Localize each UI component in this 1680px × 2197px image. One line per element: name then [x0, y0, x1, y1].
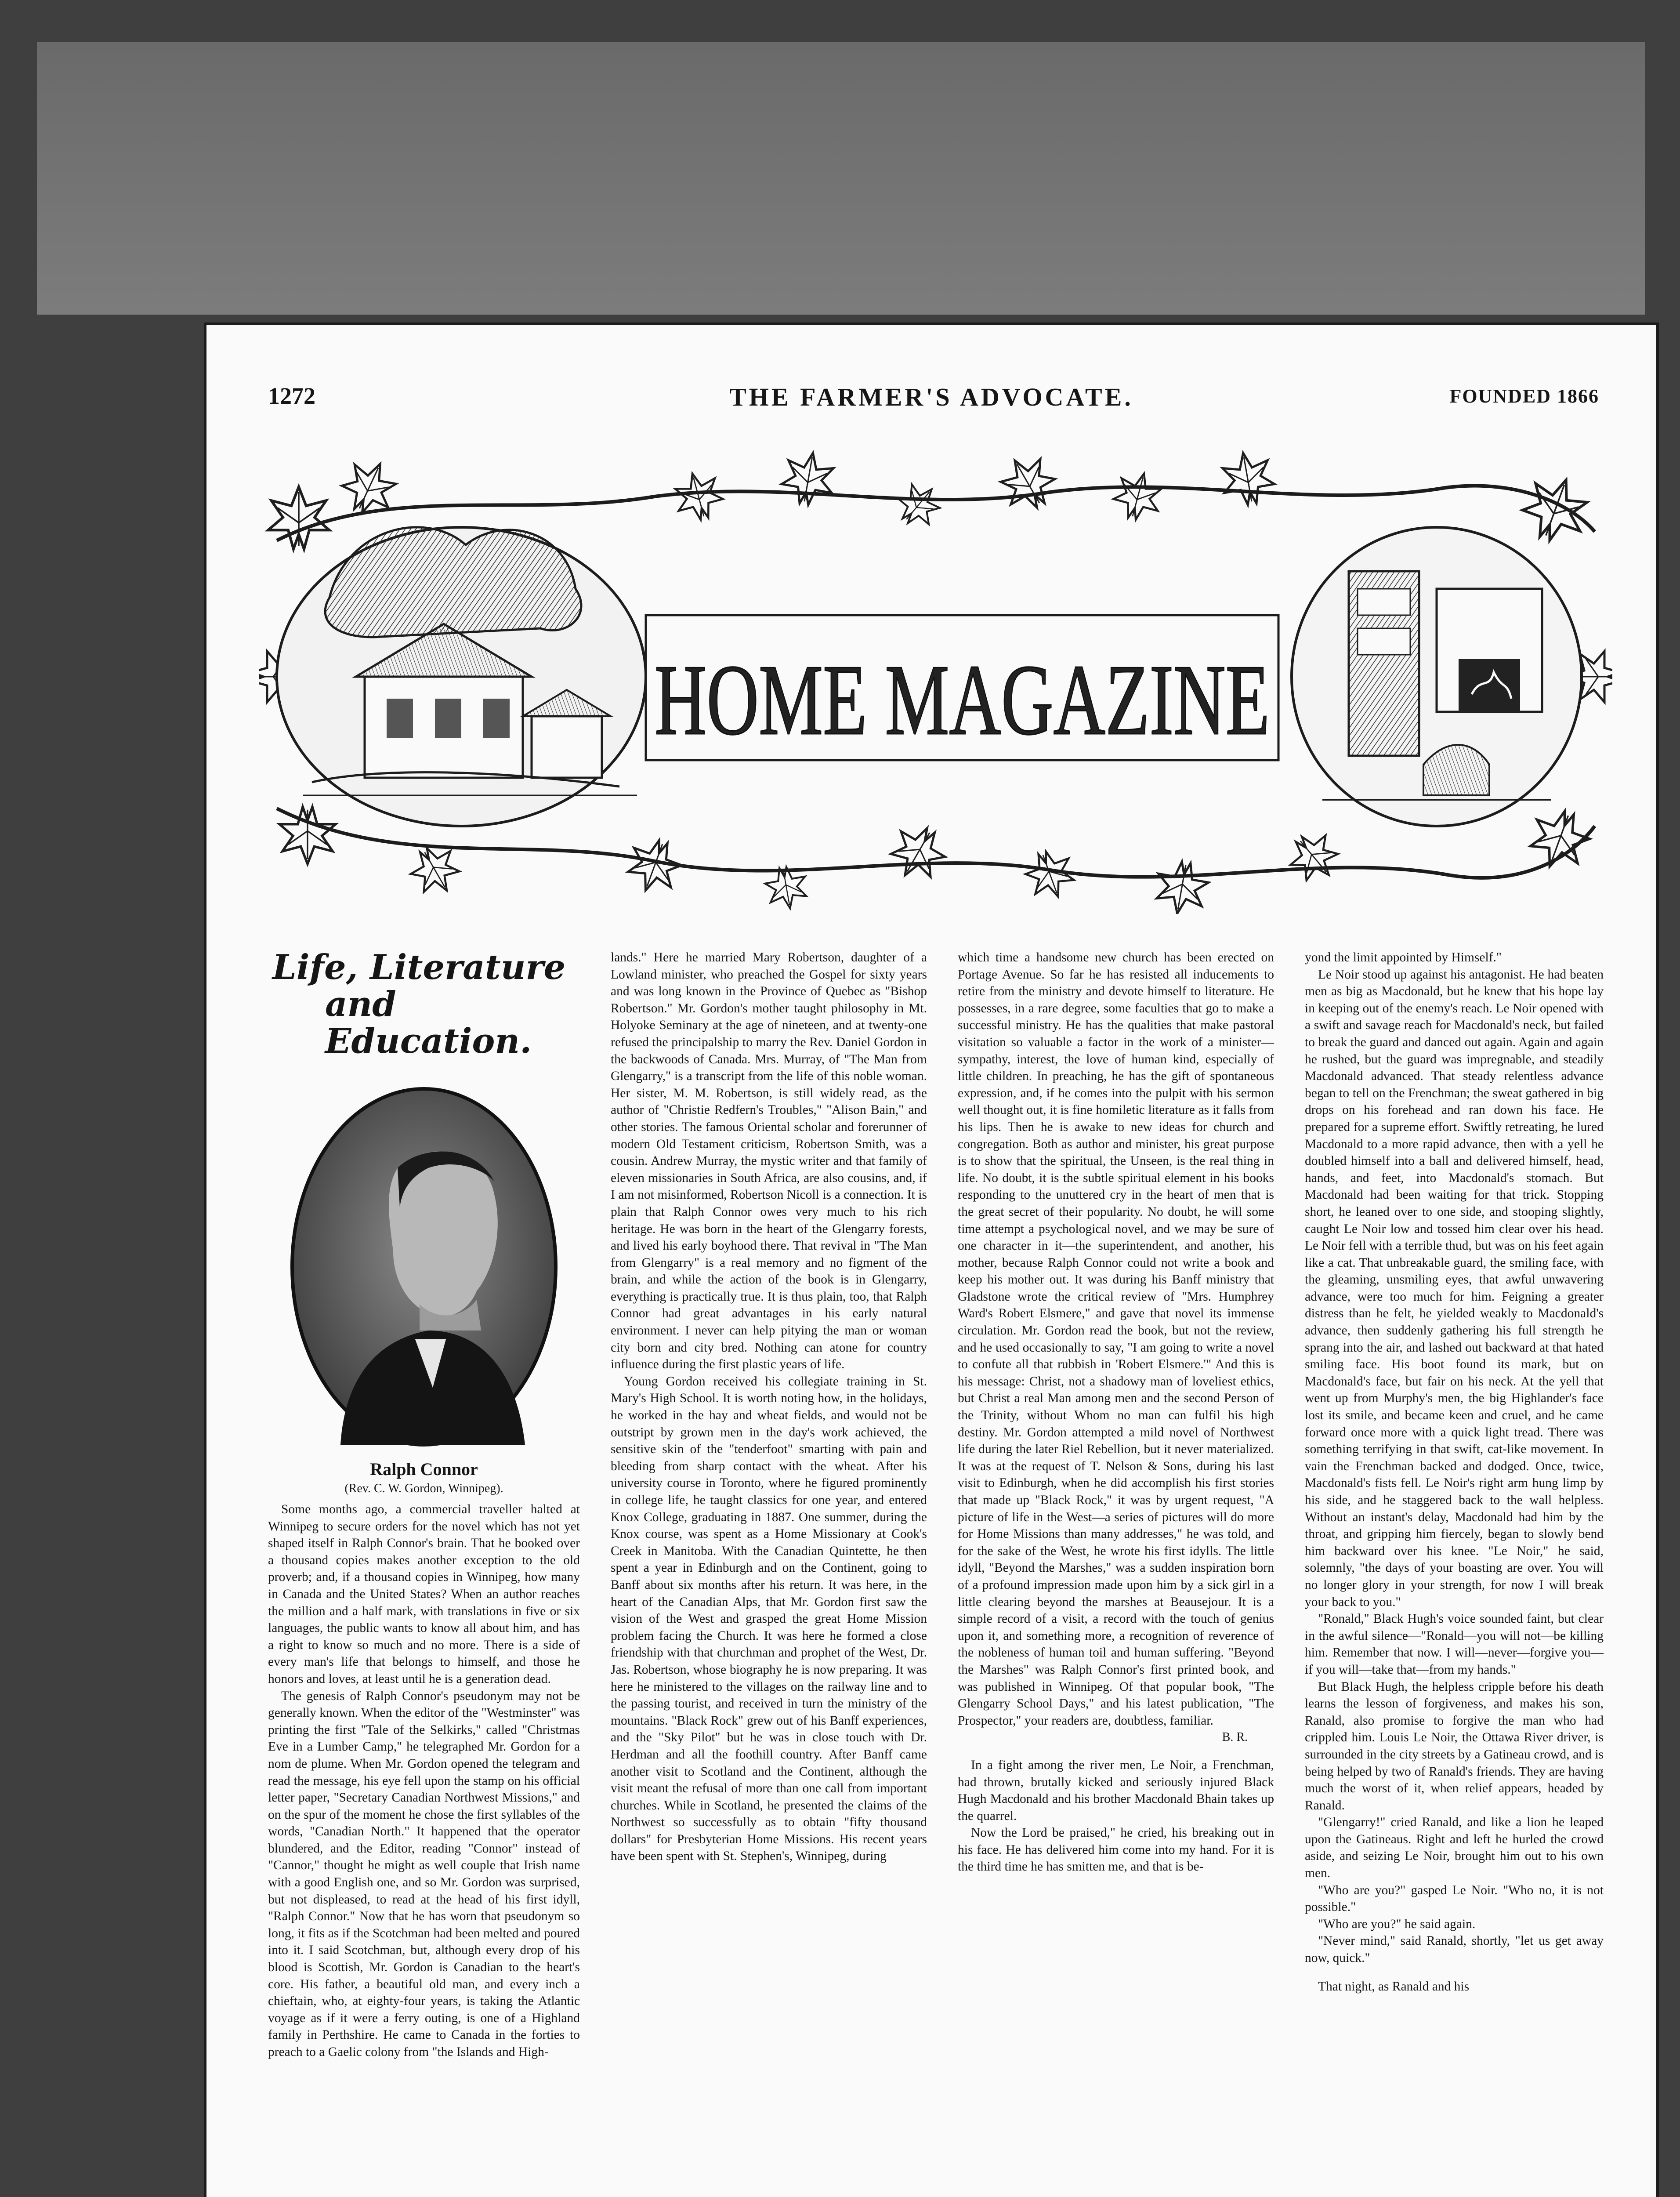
journal-title: THE FARMER'S ADVOCATE. — [729, 383, 1133, 411]
banner-title: HOME MAGAZINE — [655, 644, 1270, 756]
section-heading-line2: and Education. — [325, 984, 532, 1061]
column-2 — [611, 949, 927, 1865]
column-1 — [268, 949, 580, 2061]
article-signature: B. R. — [1222, 1730, 1248, 1744]
excerpt-intro: In a fight among the river men, Le Noir, a Frenchman, had thrown, brutally kicked and seriously injured Black Hugh Macdonald and his brother Macdonald Bhain takes up the quarrel. — [958, 1758, 1274, 1823]
excerpt-paragraph: "Never mind," said Ranald, shortly, "let us get away now, quick." — [1305, 1934, 1604, 1965]
page-number: 1272 — [268, 383, 315, 409]
article-paragraph: The genesis of Ralph Connor's pseudonym may not be generally known. When the editor of the "Westminster" was printing the first "Tale of the Selkirks," called "Christmas Eve in a Lumber Camp," he telegraphed Mr. Gordon for a nom de plume. When Mr. Gordon opened the telegram and read the message, his eye fell upon the stamp on his official letter paper, "Secretary Canadian Northwest Missions," and on the spur of the moment he chose the first syllables of the words, "Canadian North." It happened that the operator blundered, and the Editor, reading "Connor" instead of "Cannor," thought he might as well couple that Irish name with a good English one, and so Mr. Gordon was surprised, but not displeased, to read at the head of his first idyll, "Ralph Connor." Now that he has worn that pseudonym so long, it fits as if the Scotchman had been melted and poured into it. I said Scotchman, but, although every drop of his blood is Scottish, Mr. Gordon is Canadian to the heart's core. His father, a beautiful old man, and every inch a chieftain, who, at eighty-four years, is taking the Atlantic voyage as if it were a ferry outing, is one of a Highland family in Perthshire. He came to Canada in the forties to preach to a Gaelic colony from "the Islands and High- — [268, 1689, 580, 2059]
home-magazine-banner — [259, 431, 1612, 914]
banner-illustration — [259, 431, 1612, 914]
scan-backing — [37, 42, 1645, 315]
column-3 — [958, 949, 1274, 1875]
excerpt-paragraph: "Who are you?" gasped Le Noir. "Who no, it is not possible." — [1305, 1883, 1604, 1914]
article-paragraph: which time a handsome new church has been erected on Portage Avenue. So far he has resisted all inducements to retire from the ministry and devote himself to literature. He possesses, in a rare degree, some faculties that go to make a successful ministry. He has the qualities that make pastoral visitation so valuable a factor in the work of a minister—sympathy, interest, the love of human kind, especially of little children. In preaching, he has the gift of spontaneous expression, and, if he comes into the pulpit with his sermon well thought out, it is fine homiletic literature as it falls from his lips. Then he is awake to new ideas for church and congregation. Both as author and minister, his great purpose is to show that the spiritual, the Unseen, is the real thing in life. No doubt, it is the subtle spiritual element in his books responding to the unuttered cry in the heart of men that is the great secret of their popularity. No doubt, he will some time attempt a psychological novel, and we may be sure of one character in it—the superintendent, and another, his mother, because Ralph Connor could not write a book and keep his mother out. It was during his Banff ministry that Gladstone wrote the critical review of "Mrs. Humphrey Ward's Robert Elsmere," and gave that novel its immense circulation. Mr. Gordon read the book, but not the review, and he used occasionally to say, "I am going to write a novel to confute all that rubbish in 'Robert Elsmere.'" And this is his message: Christ, not a shadowy man of loveliest ethics, but Christ a real Man among men and the second Person of the Trinity, without Whom no man can fulfil his high destiny. Mr. Gordon attempted a mild novel of Northwest life during the later Riel Rebellion, but it never materialized. It was at the request of T. Nelson & Sons, during his last visit to Edinburgh, when he did accomplish his first stories that made up "Black Rock," it was by urgent request, "A picture of life in the West—a series of pictures will do more for Home Missions than many addresses," he was told, and for the sake of the West, he wrote his first idylls. The little idyll, "Beyond the Marshes," was a sudden inspiration born of a profound impression made upon him by a sick girl in a little clearing beyond the marshes at Beausejour. It is a simple record of a visit, a record with the touch of genius upon it, and something more, a recognition of reverence of the nobleness of human toil and human suffering. "Beyond the Marshes" was Ralph Connor's first printed book, and was published in Winnipeg. Of that popular book, "The Glengarry School Days," and his latest publication, "The Prospector," your readers are, doubtless, familiar. — [958, 950, 1274, 1728]
article-paragraph: lands." Here he married Mary Robertson, daughter of a Lowland minister, who preached the Gospel for sixty years and was long known in the Province of Quebec as "Bishop Robertson." Mr. Gordon's mother taught philosophy in Mt. Holyoke Seminary at the age of nineteen, and at twenty-one refused the principalship to marry the Rev. Daniel Gordon in the backwoods of Canada. Mrs. Murray, of "The Man from Glengarry," is a transcript from the life of this noble woman. Her sister, M. M. Robertson, is still widely read, as the author of "Christie Redfern's Troubles," "Alison Bain," and other stories. The famous Oriental scholar and forerunner of modern Old Testament criticism, Robertson Smith, was a cousin. Andrew Murray, the mystic writer and that family of eleven missionaries in South Africa, are also cousins, and, if I am not misinformed, Robertson Nicoll is a connection. It is plain that Ralph Connor owes very much to his rich heritage. He was born in the heart of the Glengarry forests, and lived his early boyhood there. That revival in "The Man from Glengarry" is a real memory and no figment of the brain, and while the action of the book is in Glengarry, everything is practically true. It is thus plain, too, that Ralph Connor had great advantages in his early natural environment. I never can help pitying the man or woman city born and city bred. Nothing can atone for country influence during the first plastic years of life. — [611, 950, 927, 1372]
excerpt-paragraph: "Who are you?" he said again. — [1318, 1917, 1476, 1931]
article-paragraph: Some months ago, a commercial traveller halted at Winnipeg to secure orders for the novel which has not yet shaped itself in Ralph Connor's brain. That he booked over a thousand copies makes another exception to the old proverb; and, if a thousand copies in Winnipeg, how many in Canada and the United States? When an author reaches the million and a half mark, with translations in five or six languages, the public wants to know all about him, and has a right to know so much and no more. There is a side of every man's life that belongs to himself, and those he honors and loves, at least until he is a generation dead. — [268, 1502, 580, 1686]
column-4 — [1305, 949, 1604, 1995]
excerpt-paragraph: Now the Lord be praised," he cried, his breaking out in his face. He has delivered him come into my hand. For it is the third time he has smitten me, and that is be- — [958, 1826, 1274, 1874]
excerpt-paragraph: Le Noir stood up against his antagonist. He had beaten men as big as Macdonald, but he knew that his hope lay in keeping out of the enemy's reach. Le Noir opened with a swift and savage reach for Macdonald's neck, but failed to break the guard and danced out again. Again and again he rushed, but the guard was impregnable, and steadily Macdonald advanced. That steady relentless advance began to tell on the Frenchman; the sweat gathered in big drops on his forehead and ran down his face. He prepared for a supreme effort. Swiftly retreating, he lured Macdonald to a more rapid advance, then with a yell he doubled himself into a ball and delivered himself, head, hands, and feet, into Macdonald's stomach. But Macdonald had been waiting for that trick. Stopping short, he leaned over to one side, and stooping slightly, caught Le Noir low and tossed him clear over his head. Le Noir fell with a terrible thud, but was on his feet again like a cat. That unbreakable guard, the smiling face, with the gleaming, unsmiling eyes, that awful unwavering advance, were too much for him. Feigning a greater distress than he felt, he yielded weakly to Macdonald's advance, then suddenly gathering his full strength he sprang into the air, and lashed out backward at that hated smiling face. His boot found its mark, but on Macdonald's face, but fair on his neck. At the yell that went up from Murphy's men, the big Highlander's face lost its smile, and became keen and cruel, and he came forward once more with a quick light tread. There was something terrifying in that swift, cat-like movement. In vain the Frenchman backed and dodged. Once, twice, Macdonald's fists fell. Le Noir's right arm hung limp by his side, and he staggered back to the wall helpless. Without an instant's delay, Macdonald had him by the throat, and gripping him fiercely, began to slowly bend him backward over his knee. "Le Noir," he said, solemnly, "the days of your boasting are over. You will no longer glory in your strength, for now I will break your back to you." — [1305, 967, 1604, 1609]
portrait-caption-subtitle: (Rev. C. W. Gordon, Winnipeg). — [344, 1482, 503, 1495]
ralph-connor-portrait — [288, 1084, 560, 1449]
portrait-caption-name: Ralph Connor — [370, 1459, 478, 1479]
founded-note: FOUNDED 1866 — [1449, 385, 1599, 407]
excerpt-paragraph: "Glengarry!" cried Ranald, and like a lion he leaped upon the Gatineaus. Right and left he hurled the crowd aside, and seizing Le Noir, brought him out to his own men. — [1305, 1815, 1604, 1881]
excerpt-paragraph: But Black Hugh, the helpless cripple before his death learns the lesson of forgiveness, and makes his son, Ranald, also promise to forgive the man who had crippled him. Louis Le Noir, the Ottawa River driver, is surrounded in the city streets by a Gatineau crowd, and is being helped by two of Ranald's friends. They are having much the worst of it, when relief appears, headed by Ranald. — [1305, 1679, 1604, 1813]
section-heading-line1: Life, Literature — [272, 947, 566, 987]
paragraph-gap — [1305, 1967, 1604, 1978]
excerpt-paragraph: "Ronald," Black Hugh's voice sounded faint, but clear in the awful silence—"Ronald—you will not—be killing him. Remember that now. I will—never—forgive you—if you will—take that—from my hands." — [1305, 1612, 1604, 1677]
excerpt-paragraph: yond the limit appointed by Himself." — [1305, 950, 1502, 964]
running-head — [206, 382, 1656, 417]
newspaper-page — [206, 325, 1656, 2197]
section-heading — [272, 949, 580, 1060]
article-paragraph: Young Gordon received his collegiate training in St. Mary's High School. It is worth noting how, in the holidays, he worked in the hay and wheat fields, and would not be outstript by grown men in the day's work achieved, the sensitive skin of the "tenderfoot" smarting with pain and bleeding from sharp contact with the wheat. After his university course in Toronto, where he figured prominently in college life, he taught classics for one year, and entered Knox College, graduating in 1887. One summer, during the Knox course, was spent as a Home Missionary at Cook's Creek in Manitoba. With the Canadian Quintette, he then spent a year in Edinburgh and on the Continent, going to Banff about six months after his return. It was here, in the heart of the Canadian Alps, that Mr. Gordon first saw the vision of the West and grasped the great Home Mission problem facing the Church. It was here he formed a close friendship with that churchman and prophet of the West, Dr. Jas. Robertson, whose biography he is now preparing. It was here he ministered to the villages on the railway line and to the passing tourist, and received in turn the ministry of the mountains. "Black Rock" grew out of his Banff experiences, and the "Sky Pilot" but he was in close touch with Dr. Herdman and all the foothill country. After Banff came another visit to Scotland and the Continent, although the visit meant the refusal of more than one call from important churches. While in Scotland, he presented the claims of the Northwest so successfully as to obtain "fifty thousand dollars" for Presbyterian Home Missions. His recent years have been spent with St. Stephen's, Winnipeg, during — [611, 1374, 927, 1863]
fireside-illustration — [1292, 527, 1582, 826]
excerpt-paragraph: That night, as Ranald and his — [1318, 1979, 1470, 1994]
farmhouse-illustration — [277, 527, 646, 826]
